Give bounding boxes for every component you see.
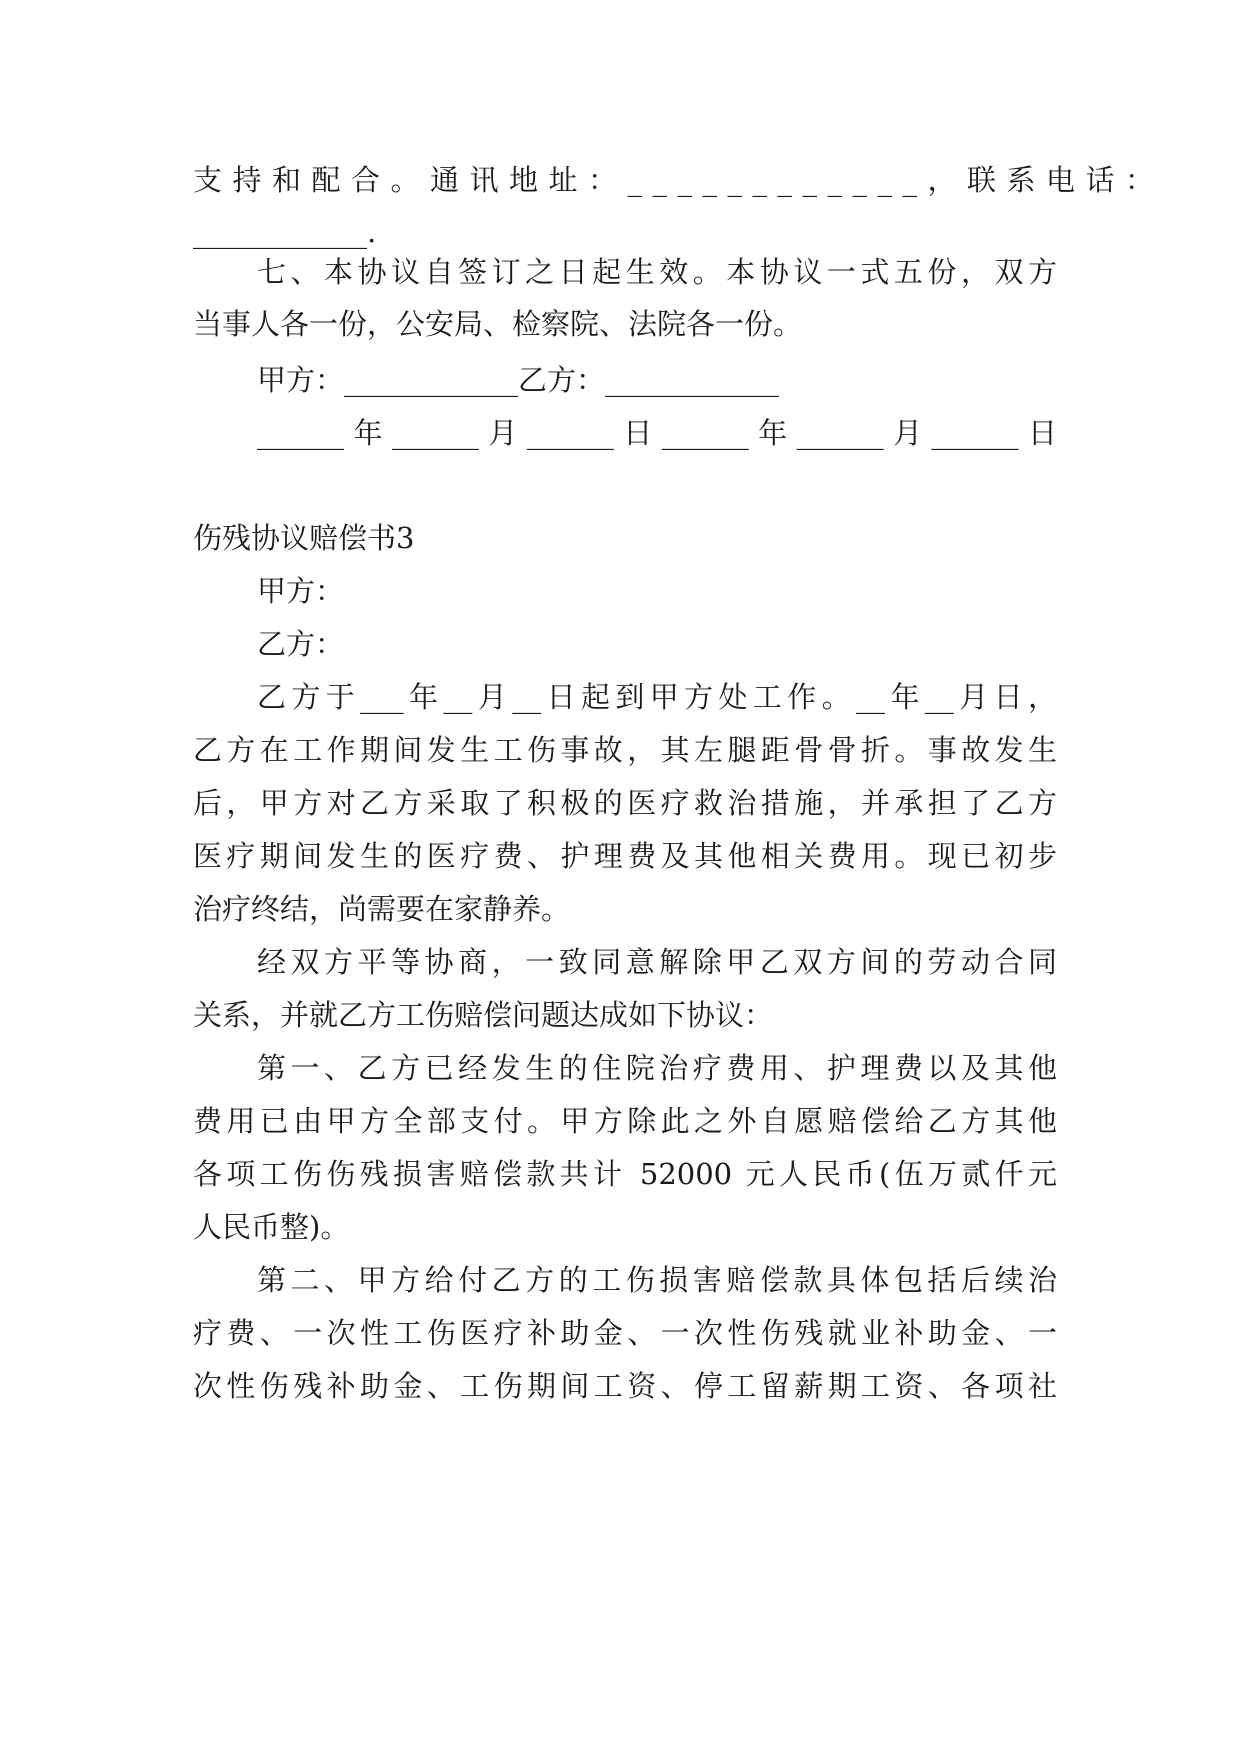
- text-line-19: 各项工伤伤残损害赔偿款共计 52000 元人民币(伍万贰仟元: [193, 1157, 1057, 1191]
- text-line-15: 经双方平等协商，一致同意解除甲乙双方间的劳动合同: [257, 945, 1057, 979]
- party-a-line: 甲方：: [257, 574, 345, 608]
- text-line-22: 疗费、一次性工伤医疗补助金、一次性伤残就业补助金、一: [193, 1316, 1057, 1350]
- text-line-11: 乙方在工作期间发生工伤事故，其左腿距骨骨折。事故发生: [193, 733, 1057, 767]
- signature-line: 甲方：____________乙方：____________: [257, 363, 780, 397]
- text-line-21: 第二、甲方给付乙方的工伤损害赔偿款具体包括后续治: [257, 1263, 1057, 1297]
- text-line-13: 医疗期间发生的医疗费、护理费及其他相关费用。现已初步: [193, 839, 1057, 873]
- text-line-10: 乙方于___年__月__日起到甲方处工作。__年__月日，: [257, 680, 1057, 714]
- text-line-17: 第一、乙方已经发生的住院治疗费用、护理费以及其他: [257, 1051, 1057, 1085]
- text-line-2: ____________.: [193, 215, 377, 249]
- text-line-23: 次性伤残补助金、工伤期间工资、停工留薪期工资、各项社: [193, 1369, 1057, 1403]
- text-line-18: 费用已由甲方全部支付。甲方除此之外自愿赔偿给乙方其他: [193, 1104, 1057, 1138]
- party-b-line: 乙方：: [257, 627, 345, 661]
- text-line-14: 治疗终结，尚需要在家静养。: [193, 892, 571, 926]
- text-line-4: 当事人各一份，公安局、检察院、法院各一份。: [193, 307, 803, 341]
- date-line: ______年______月______日______年______月______日: [257, 416, 1057, 450]
- section-title: 伤残协议赔偿书3: [193, 521, 415, 555]
- text-line-16: 关系，并就乙方工伤赔偿问题达成如下协议：: [193, 998, 774, 1032]
- text-line-3: 七、本协议自签订之日起生效。本协议一式五份，双方: [257, 255, 1057, 289]
- text-line-20: 人民币整)。: [193, 1210, 350, 1244]
- text-line-1: 支持和配合。通讯地址：____________，联系电话：: [193, 163, 1165, 197]
- text-line-12: 后，甲方对乙方采取了积极的医疗救治措施，并承担了乙方: [193, 786, 1057, 820]
